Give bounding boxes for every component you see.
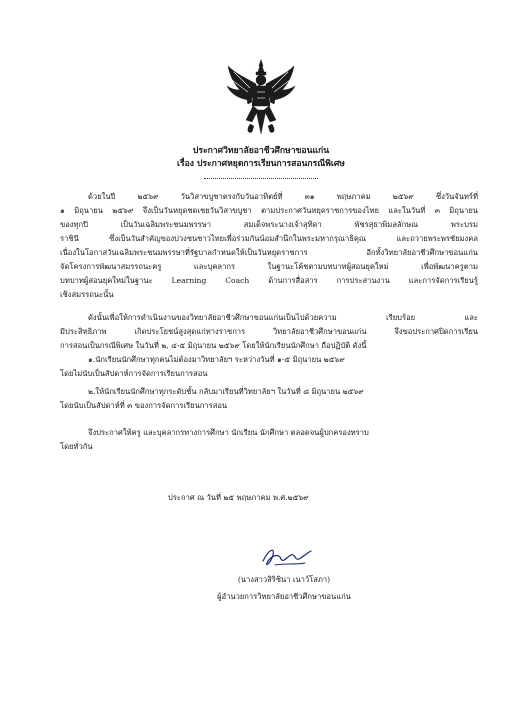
paragraph-line: เนื่องในโอกาสวันเฉลิมพระชนมพรรษาที่รัฐบาลกำหนดให้เป็นวันหยุดราชการ อีกทั้งวิทยาลัยอาชีวศึกษาขอนแก่น bbox=[60, 248, 478, 257]
paragraph-line: ๑ มิถุนายน ๒๕๖๙ จึงเป็นวันหยุดชดเชยวันวิสาขบูชา ตามประกาศวันหยุดราชการของไทย และในวันที่ ๓ มิถุนายน bbox=[60, 206, 478, 215]
list-item: ๒.ให้นักเรียนนักศึกษาทุกระดับชั้น กลับมาเรียนที่วิทยาลัยฯ ในวันที่ ๘ มิถุนายน ๒๕๖๙ bbox=[88, 387, 364, 396]
paragraph-line: บทบาทผู้สอนยุคใหม่ในฐานะ Learning Coach ด้านการสื่อสาร การประสานงาน และการจัดการเรียนรู้ bbox=[60, 276, 478, 285]
paragraph-line: เชิงสมรรถนะนั้น bbox=[60, 290, 114, 299]
paragraph-line: ของทุกปี เป็นวันเฉลิมพระชนมพรรษา สมเด็จพระนางเจ้าสุทิดา พัชรสุธาพิมลลักษณ พระบรม bbox=[60, 220, 478, 229]
document-title: ประกาศวิทยาลัยอาชีวศึกษาขอนแก่น bbox=[192, 146, 330, 156]
list-item: โดยไม่นับเป็นสัปดาห์การจัดการเรียนการสอน bbox=[60, 369, 208, 378]
paragraph-line: ราชินี ซึ่งเป็นวันสำคัญของปวงชนชาวไทยเพื่อร่วมกันน้อมสำนึกในพระมหากรุณาธิคุณ และถวายพระพรชัยมงคล bbox=[60, 234, 478, 243]
paragraph-line: จึงประกาศให้ครู และบุคลากรทางการศึกษา นักเรียน นักศึกษา ตลอดจนผู้ปกครองทราบ bbox=[88, 428, 369, 437]
title-divider bbox=[204, 178, 318, 179]
paragraph-line: จัดโครงการพัฒนาสมรรถนะครู และบุคลากร ในฐานะโค้ชตามบทบาทผู้สอนยุคใหม่ เพื่อพัฒนาครูตาม bbox=[60, 262, 478, 271]
handwritten-signature-icon bbox=[255, 543, 315, 571]
document-subject: เรื่อง ประกาศหยุดการเรียนการสอนกรณีพิเศษ bbox=[177, 159, 345, 169]
signatory-name: (นางสาวสิริชินา เนาว์โสภา) bbox=[237, 575, 331, 584]
signatory-position: ผู้อำนวยการวิทยาลัยอาชีวศึกษาขอนแก่น bbox=[217, 592, 351, 601]
paragraph-line: ด้วยในปี ๒๕๖๙ วันวิสาขบูชาตรงกับวันอาทิตย์ที่ ๓๑ พฤษภาคม ๒๕๖๙ ซึ่งวันจันทร์ที่ bbox=[88, 192, 478, 201]
paragraph-line: โดยทั่วกัน bbox=[60, 442, 93, 451]
announcement-date: ประกาศ ณ วันที่ ๒๕ พฤษภาคม พ.ศ.๒๕๖๙ bbox=[168, 493, 309, 502]
garuda-emblem-icon bbox=[226, 58, 296, 136]
paragraph-line: การสอนเป็นกรณีพิเศษ ในวันที่ ๒, ๔-๕ มิถุนายน ๒๕๖๙ โดยให้นักเรียนนักศึกษา ถือปฏิบัติ ดังนี้ bbox=[60, 341, 367, 350]
paragraph-line: ดังนั้นเพื่อให้การดำเนินงานของวิทยาลัยอาชีวศึกษาขอนแก่นเป็นไปด้วยความ เรียบร้อย และ bbox=[88, 313, 478, 322]
paragraph-line: มีประสิทธิภาพ เกิดประโยชน์สูงสุดแก่ทางราชการ วิทยาลัยอาชีวศึกษาขอนแก่น จึงขอประกาศปิดการเรียน bbox=[60, 327, 478, 336]
list-item: โดยนับเป็นสัปดาห์ที่ ๓ ของการจัดการเรียนการสอน bbox=[60, 401, 228, 410]
list-item: ๑.นักเรียนนักศึกษาทุกคนไม่ต้องมาวิทยาลัยฯ ระหว่างวันที่ ๑-๕ มิถุนายน ๒๕๖๙ bbox=[88, 355, 345, 364]
